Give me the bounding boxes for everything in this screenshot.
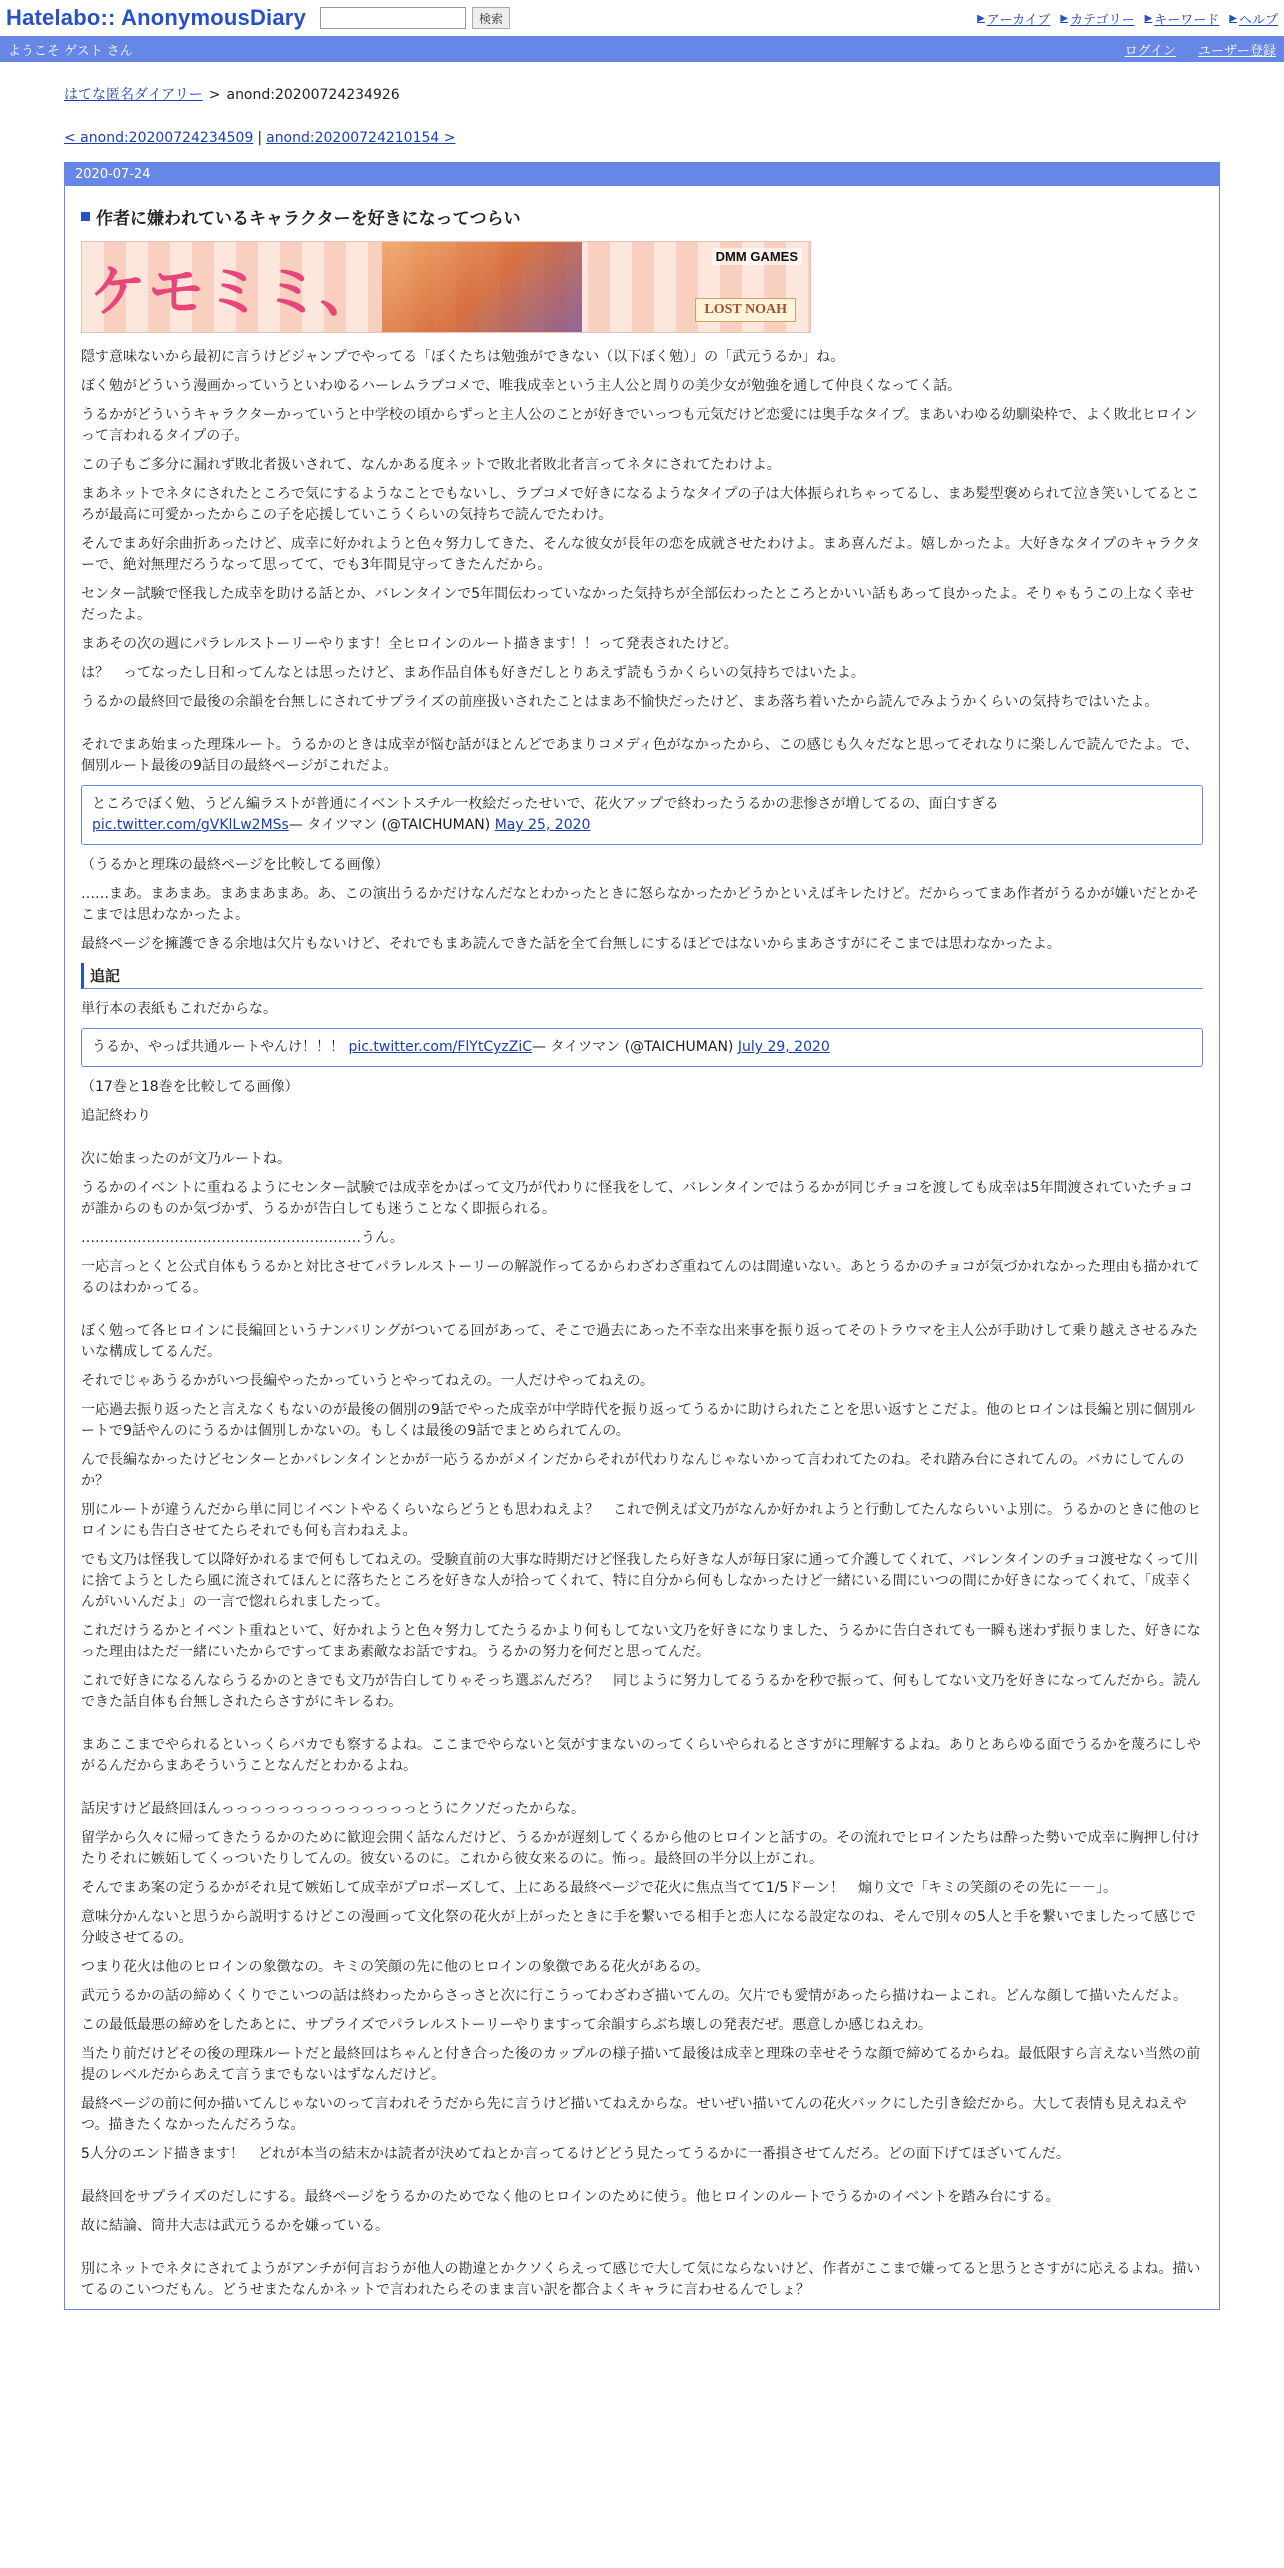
nav-help-label: ヘルプ <box>1238 12 1278 28</box>
paragraph: それでじゃあうるかがいつ長編やったかっていうとやってねえの。一人だけやってねえの。 <box>81 1373 654 1389</box>
section-heading: 追記 <box>81 963 1203 989</box>
embedded-tweet <box>81 785 1203 845</box>
paragraph: （うるかと理珠の最終ページを比較してる画像） <box>81 857 389 873</box>
paragraph: まあここまでやられるといっくらバカでも察するよね。ここまでやらないと気がすまないのってくらいやられるとさすがに理解するよね。ありとあらゆる面でうるかを蔑ろにしやがるんだからまあそういうことなんだとわかるよね。 <box>81 1737 1201 1774</box>
tweet-date-link[interactable]: July 29, 2020 <box>737 1039 830 1055</box>
paragraph: まあその次の週にパラレルストーリーやります！全ヒロインのルート描きます！！って発表されたけど。 <box>81 636 738 652</box>
square-bullet-icon <box>81 212 90 221</box>
pager <box>64 130 1220 146</box>
tweet-pic-link[interactable]: pic.twitter.com/FlYtCyzZiC <box>348 1039 532 1055</box>
arrow-right-icon: ▶ <box>977 12 985 24</box>
paragraph: ぼく勉って各ヒロインに長編回というナンバリングがついてる回があって、そこで過去にあった不幸な出来事を振り返ってそのトラウマを主人公が手助けして乗り越えさせるみたいな構成してるんだ。 <box>81 1323 1199 1360</box>
paragraph: 故に結論、筒井大志は武元うるかを嫌っている。 <box>81 2218 389 2234</box>
login-link[interactable]: ログイン <box>1124 43 1176 59</box>
tweet-text: ところでぼく勉、うどん編ラストが普通にイベントスチル一枚絵だったせいで、花火アップで終わったうるかの悲惨さが増してるの、面白すぎる <box>92 796 999 812</box>
paragraph: 一応言っとくと公式自体もうるかと対比させてパラレルストーリーの解説作ってるからわざわざ重ねてんのは間違いない。あとうるかのチョコが気づかれなかった理由も描かれてるのはわかってる。 <box>81 1259 1200 1296</box>
nav-keyword[interactable] <box>1145 9 1220 28</box>
paragraph: は？ ってなったし日和ってんなとは思ったけど、まあ作品自体も好きだしとりあえず読もうかくらいの気持ちではいたよ。 <box>81 665 865 681</box>
paragraph: 当たり前だけどその後の理珠ルートだと最終回はちゃんと付き合った後のカップルの様子描いて最後は成幸と理珠の幸せそうな顔で締めてるからね。最低限すら言えない当然の前提のレベルだからあえて言うまでもないはずなんだけど。 <box>81 2046 1201 2083</box>
nav-category[interactable] <box>1060 9 1134 28</box>
ad-banner[interactable] <box>81 241 811 333</box>
entry-body <box>65 186 1219 2301</box>
paragraph: 単行本の表紙もこれだからな。 <box>81 1001 277 1017</box>
main-content <box>0 84 1284 2310</box>
tweet-author: — タイツマン (@TAICHUMAN) <box>288 817 491 833</box>
site-logo[interactable]: Hatelabo:: AnonymousDiary <box>6 5 307 30</box>
welcome-bar <box>0 36 1284 62</box>
paragraph: 隠す意味ないから最初に言うけどジャンプでやってる「ぼくたちは勉強ができない（以下ぼく勉）」の「武元うるか」ね。 <box>81 349 845 365</box>
banner-character-image <box>382 242 582 333</box>
nav-category-label: カテゴリー <box>1070 12 1135 28</box>
paragraph: この最低最悪の締めをしたあとに、サプライズでパラレルストーリーやりますって余韻すらぶち壊しの発表だぜ。悪意しか感じねえわ。 <box>81 2017 932 2033</box>
paragraph: 最終ページを擁護できる余地は欠片もないけど、それでもまあ読んできた話を全て台無しにするほどではないからまあさすがにそこまでは思わなかったよ。 <box>81 936 1061 952</box>
paragraph: これで好きになるんならうるかのときでも文乃が告白してりゃそっち選ぶんだろ？ 同じように努力してるうるかを秒で振って、何もしてない文乃を好きになってんだから。読んできた話自体も台無しされたらさすがにキレるわ。 <box>81 1673 1201 1710</box>
arrow-right-icon: ▶ <box>1144 12 1153 24</box>
paragraph: うるかの最終回で最後の余韻を台無しにされてサプライズの前座扱いされたことはまあ不愉快だったけど、まあ落ち着いたから読んでみようかくらいの気持ちではいたよ。 <box>81 694 1159 710</box>
tweet-pic-link[interactable]: pic.twitter.com/gVKlLw2MSs <box>92 817 289 833</box>
paragraph: これだけうるかとイベント重ねといて、好かれようと色々努力してたうるかより何もしてない文乃を好きになりました、うるかに告白されても一瞬も迷わず振りました、好きになった理由はただ一緒にいたからですってまあ素敵なお話ですね。うるかの努力を何だと思ってんだ。 <box>81 1623 1201 1660</box>
paragraph: そんでまあ案の定うるかがそれ見て嫉妬して成幸がプロポーズして、上にある最終ページで花火に焦点当てて1/5ドーン！ 煽り文で「キミの笑顔のその先に－－」。 <box>81 1880 1117 1896</box>
arrow-right-icon: ▶ <box>1229 12 1237 24</box>
paragraph: 5人分のエンド描きます！ どれが本当の結末かは読者が決めてねとか言ってるけどどう見たってうるかに一番損させてんだろ。どの面下げてほざいてんだ。 <box>81 2146 1070 2162</box>
top-header <box>0 0 1284 36</box>
paragraph: それでまあ始まった理珠ルート。うるかのときは成幸が悩む話がほとんどであまりコメディ色がなかったから、この感じも久々だなと思ってそれなりに楽しんで読んでたよ。で、個別ルート最後の9話目の最終ページがこれだよ。 <box>81 737 1199 774</box>
next-entry-link[interactable]: anond:20200724210154 > <box>266 130 456 146</box>
banner-brand: DMM GAMES <box>712 248 802 265</box>
entry-title <box>81 204 1203 229</box>
nav-archive-label: アーカイブ <box>986 12 1051 28</box>
paragraph: 最終ページの前に何か描いてんじゃないのって言われそうだから先に言うけど描いてねえからな。せいぜい描いてんの花火バックにした引き絵だから。大して表情も見えねえやつ。描きたくなかったんだろうな。 <box>81 2096 1187 2133</box>
breadcrumb-sep: > <box>208 87 221 103</box>
paragraph: んで長編なかったけどセンターとかバレンタインとかが一応うるかがメインだからそれが代わりなんじゃないかって言われてたのね。それ踏み台にされてんの。バカにしてんのか？ <box>81 1452 1185 1489</box>
paragraph: 武元うるかの話の締めくくりでこいつの話は終わったからさっさと次に行こうってわざわざ描いてんの。欠片でも愛情があったら描けねーよこれ。どんな顔して描いたんだよ。 <box>81 1988 1187 2004</box>
paragraph: 話戻すけど最終回ほんっっっっっっっっっっっっっっとうにクソだったからな。 <box>81 1801 585 1817</box>
paragraph: 次に始まったのが文乃ルートね。 <box>81 1151 291 1167</box>
paragraph: 別にネットでネタにされてようがアンチが何言おうが他人の勘違とかクソくらえって感じで大して気にならないけど、作者がここまで嫌ってると思うとさすがに応えるよね。描いてるのこいつだもん。どうせまたなんかネットで言われたらそのまま言い訳を都合よくキャラに言わせるんでしょ？ <box>81 2261 1201 2298</box>
paragraph: 意味分かんないと思うから説明するけどこの漫画って文化祭の花火が上がったときに手を繋いでる相手と恋人になる設定なのね、そんで別々の5人と手を繋いでましたって感じで分岐させてるの。 <box>81 1909 1196 1946</box>
arrow-right-icon: ▶ <box>1060 12 1069 24</box>
paragraph: 最終回をサプライズのだしにする。最終ページをうるかのためでなく他のヒロインのために使う。他ヒロインのルートでうるかのイベントを踏み台にする。 <box>81 2189 1060 2205</box>
paragraph: 別にルートが違うんだから単に同じイベントやるくらいならどうとも思わねえよ？ これで例えば文乃がなんか好かれようと行動してたんならいいよ別に。うるかのときに他のヒロインにも告白させてたらそれでも何も言わねえよ。 <box>81 1502 1201 1539</box>
breadcrumb-current: anond:20200724234926 <box>226 87 400 103</box>
paragraph: 一応過去振り返ったと言えなくもないのが最後の個別の9話でやった成幸が中学時代を振り返ってうるかに助けられたことを思い返すとこだよ。他のヒロインは長編と別に個別ルートで9話やんのにうるかは個別しかないの。もしくは最後の9話でまとめられてんの。 <box>81 1402 1196 1439</box>
search-button[interactable]: 検索 <box>472 7 510 29</box>
paragraph: ぼく勉がどういう漫画かっていうといわゆるハーレムラブコメで、唯我成幸という主人公と周りの美少女が勉強を通して仲良くなってく話。 <box>81 378 962 394</box>
tweet-text: うるか、やっぱ共通ルートやんけ！！！ <box>92 1039 344 1055</box>
day-section <box>64 162 1220 2310</box>
paragraph: うるかのイベントに重ねるようにセンター試験では成幸をかばって文乃が代わりに怪我をして、バレンタインではうるかが同じチョコを渡しても成幸は5年間渡されていたチョコが誰からのものか気づかず、うるかが告白しても迷うことなく即振られる。 <box>81 1180 1194 1217</box>
breadcrumb <box>64 84 1220 104</box>
banner-text: ケモミミ、 <box>90 260 378 325</box>
paragraph: ……まあ。まあまあ。まあまあまあ。あ、この演出うるかだけなんだなとわかったときに怒らなかったかどうかといえばキレたけど。だからってまあ作者がうるかが嫌いだとかそこまでは思わなかったよ。 <box>81 886 1199 923</box>
paragraph: ……………………………………………………うん。 <box>81 1230 404 1246</box>
prev-entry-link[interactable]: < anond:20200724234509 <box>64 130 254 146</box>
breadcrumb-home[interactable]: はてな匿名ダイアリー <box>64 87 203 103</box>
nav-help[interactable] <box>1229 9 1278 28</box>
paragraph: うるかがどういうキャラクターかっていうと中学校の頃からずっと主人公のことが好きでいっつも元気だけど恋愛には奥手なタイプ。まあいわゆる幼馴染枠で、よく敗北ヒロインって言われるタイプの子。 <box>81 407 1198 444</box>
entry-title-text: 作者に嫌われているキャラクターを好きになってつらい <box>96 209 521 229</box>
welcome-text: ようこそ ゲスト さん <box>8 43 133 59</box>
nav-archive[interactable] <box>977 9 1050 28</box>
pager-sep: | <box>257 130 263 146</box>
paragraph: でも文乃は怪我して以降好かれるまで何もしてねえの。受験直前の大事な時期だけど怪我したら好きな人が毎日家に通って介護してくれて、バレンタインのチョコ渡せなくって川に捨てようとしたら風に流されてほんとに落ちたところを好きな人が拾ってくれて、特に自分から何もしなかったけど一緒にいる間にいつの間にか好きになってくれて、「成幸くんがいいんだよ」の一言で惚れられましたって。 <box>81 1552 1199 1610</box>
nav-keyword-label: キーワード <box>1154 12 1220 28</box>
paragraph: （17巻と18巻を比較してる画像） <box>81 1079 299 1095</box>
paragraph: まあネットでネタにされたところで気にするようなことでもないし、ラブコメで好きになるようなタイプの子は大体振られちゃってるし、まあ髪型褒められて泣き笑いしてるところが最高に可愛かったからこの子を応援していこうくらいの気持ちで読んでたわけ。 <box>81 486 1200 523</box>
search-input[interactable] <box>320 7 466 29</box>
banner-game-logo: LOST NOAH <box>695 298 796 322</box>
paragraph: 留学から久々に帰ってきたうるかのために歓迎会開く話なんだけど、うるかが遅刻してくるから他のヒロインと話すの。その流れでヒロインたちは酔った勢いで成幸に胸押し付けたりそれに嫉妬してくっついたりしてんの。彼女いるのに。これから彼女来るのに。怖っ。最終回の半分以上がこれ。 <box>81 1830 1200 1867</box>
tweet-date-link[interactable]: May 25, 2020 <box>494 817 591 833</box>
paragraph: そんでまあ好余曲折あったけど、成幸に好かれようと色々努力してきた、そんな彼女が長年の恋を成就させたわけよ。まあ喜んだよ。嬉しかったよ。大好きなタイプのキャラクターで、絶対無理だろうなって思ってて、でも3年間見守ってきたんだから。 <box>81 536 1200 573</box>
register-link[interactable]: ユーザー登録 <box>1197 43 1276 59</box>
tweet-author: — タイツマン (@TAICHUMAN) <box>531 1039 734 1055</box>
embedded-tweet <box>81 1028 1203 1067</box>
paragraph: センター試験で怪我した成幸を助ける話とか、バレンタインで5年間伝わっていなかった気持ちが全部伝わったところとかいい話もあって良かったよ。そりゃもうこの上なく幸せだったよ。 <box>81 586 1194 623</box>
day-date: 2020-07-24 <box>65 162 1219 186</box>
top-nav <box>977 9 1278 28</box>
paragraph: 追記終わり <box>81 1108 151 1124</box>
paragraph: この子もご多分に漏れず敗北者扱いされて、なんかある度ネットで敗北者敗北者言ってネタにされてたわけよ。 <box>81 457 781 473</box>
paragraph: つまり花火は他のヒロインの象徴なの。キミの笑顔の先に他のヒロインの象徴である花火があるの。 <box>81 1959 710 1975</box>
